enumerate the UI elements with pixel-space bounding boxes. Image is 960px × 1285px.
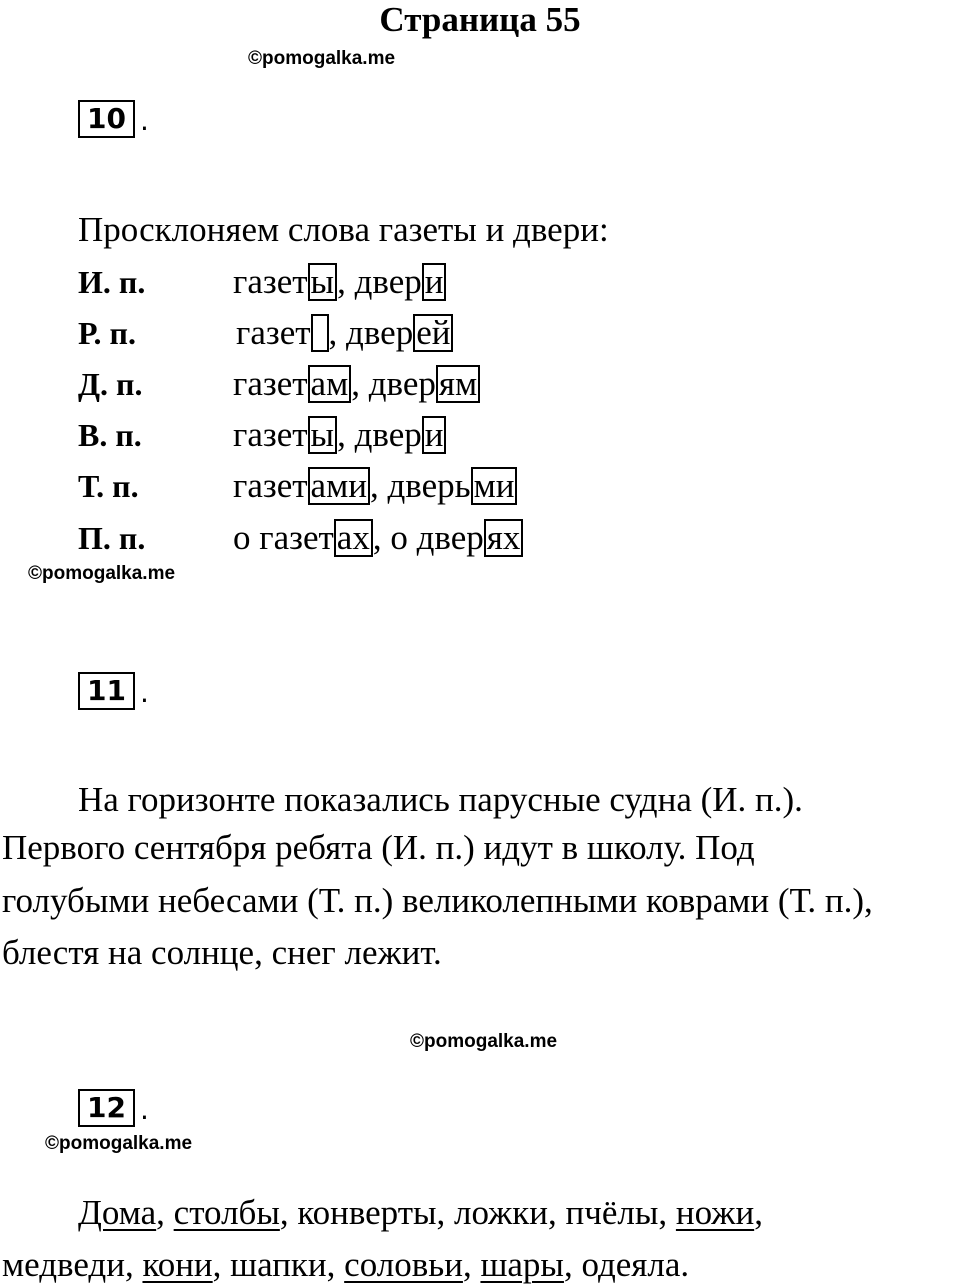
task-number-10: 10 (78, 100, 135, 138)
punctuation: , (326, 1245, 345, 1284)
task11-line-4: блестя на солнце, снег лежит. (2, 933, 442, 972)
underlined-word: Дома (78, 1193, 157, 1232)
ending-box: и (422, 416, 447, 454)
word: пчёлы (565, 1193, 659, 1232)
case-forms (233, 262, 446, 302)
watermark: ©pomogalka.me (28, 563, 176, 584)
task-number-11: 11 (78, 672, 135, 710)
ending-box: ах (334, 519, 373, 557)
word-part: газет (236, 313, 311, 352)
case-label: Т. п. (78, 468, 139, 504)
word-part: дверь (387, 466, 471, 505)
word-part: двер (354, 262, 422, 301)
punctuation: . (680, 1245, 690, 1284)
task11-line-1: На горизонте показались парусные судна (И. п.). (78, 780, 803, 819)
punctuation: , (462, 1245, 481, 1284)
word-part: газет (233, 364, 308, 403)
ending-box: ей (413, 314, 453, 352)
ending-box: ы (308, 416, 338, 454)
ending-box: и (422, 263, 447, 301)
separator: , (337, 415, 355, 454)
word: ложки (454, 1193, 549, 1232)
ending-box: ы (308, 263, 338, 301)
word-part: двер (416, 518, 484, 557)
task-number-dot: . (140, 104, 149, 137)
task11-line-3: голубыми небесами (Т. п.) великолепными коврами (Т. п.), (2, 881, 873, 920)
word: одеяла (581, 1245, 681, 1284)
word-part: двер (354, 415, 422, 454)
ending-box: ам (308, 365, 352, 403)
case-label: В. п. (78, 417, 142, 453)
case-forms (233, 415, 446, 455)
case-forms (233, 518, 523, 558)
underlined-word: столбы (173, 1193, 280, 1232)
ending-box: ми (471, 467, 518, 505)
separator: , (351, 364, 369, 403)
ending-box: ами (308, 467, 370, 505)
punctuation: , (658, 1193, 676, 1232)
case-label: П. п. (78, 520, 146, 556)
underlined-word: кони (142, 1245, 213, 1284)
ending-box: ям (436, 365, 480, 403)
task12-line-1 (78, 1193, 763, 1233)
separator: , (337, 262, 355, 301)
word-part: о (390, 518, 417, 557)
word-part: о (233, 518, 260, 557)
punctuation: , (754, 1193, 763, 1232)
case-label: И. п. (78, 264, 146, 300)
punctuation: , (279, 1193, 298, 1232)
underlined-word: соловьи (344, 1245, 463, 1284)
separator: , (369, 466, 388, 505)
case-forms (233, 466, 517, 506)
punctuation: , (124, 1245, 143, 1284)
punctuation: , (212, 1245, 231, 1284)
page-title: Страница 55 (379, 0, 581, 39)
separator: , (328, 313, 347, 352)
word-part: газет (259, 518, 334, 557)
separator: , (372, 518, 391, 557)
case-forms (233, 364, 480, 404)
word-part: газет (233, 466, 308, 505)
punctuation: , (548, 1193, 566, 1232)
word: конверты (297, 1193, 437, 1232)
case-label: Р. п. (78, 315, 136, 351)
underlined-word: шары (480, 1245, 564, 1284)
task-number-12: 12 (78, 1089, 135, 1127)
ending-box (311, 314, 329, 352)
word-part: двер (346, 313, 414, 352)
task-number-dot: . (140, 1093, 149, 1126)
underlined-word: ножи (675, 1193, 755, 1232)
task12-line-2 (2, 1245, 689, 1285)
watermark: ©pomogalka.me (410, 1031, 558, 1052)
punctuation: , (436, 1193, 455, 1232)
case-forms (236, 313, 453, 353)
watermark: ©pomogalka.me (45, 1133, 193, 1154)
word-part: газет (233, 415, 308, 454)
word-part: двер (368, 364, 436, 403)
punctuation: , (563, 1245, 582, 1284)
task10-intro: Просклоняем слова газеты и двери: (78, 210, 609, 249)
word-part: газет (233, 262, 308, 301)
task11-line-2: Первого сентября ребята (И. п.) идут в школу. Под (2, 828, 755, 867)
ending-box: ях (484, 519, 524, 557)
watermark: ©pomogalka.me (248, 48, 396, 69)
case-label: Д. п. (78, 366, 143, 402)
task-number-dot: . (140, 676, 149, 709)
punctuation: , (156, 1193, 174, 1232)
word: шапки (230, 1245, 327, 1284)
word: медведи (2, 1245, 125, 1284)
